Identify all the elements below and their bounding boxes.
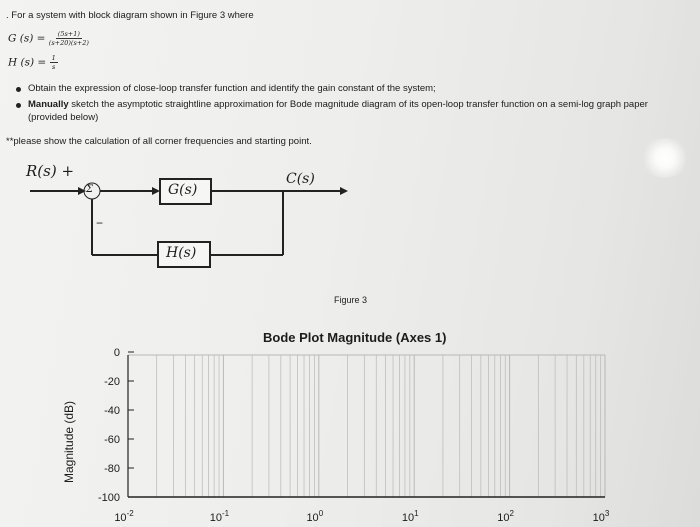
note-text: **please show the calculation of all corner frequencies and starting point.	[6, 136, 312, 147]
bullet-2-continuation: (provided below)	[28, 112, 99, 123]
chart-title: Bode Plot Magnitude (Axes 1)	[263, 330, 447, 345]
bullet-2-text: sketch the asymptotic straightline approximation for Bode magnitude diagram of its open-loop transfer function on a semi-log graph paper	[71, 99, 648, 110]
bullet-1: Obtain the expression of close-loop transfer function and identify the gain constant of the system;	[28, 83, 436, 94]
y-tick-label: -100	[97, 492, 120, 504]
y-tick-label: -40	[104, 405, 120, 417]
g-block-label: G(s)	[168, 182, 198, 198]
h-block-label: H(s)	[166, 245, 197, 261]
g-numerator: (5s+1)	[57, 30, 80, 38]
x-tick-label: $10^1$	[401, 509, 419, 524]
y-tick-label: -60	[104, 434, 120, 446]
h-numerator: 1	[51, 54, 56, 62]
bullet-2-bold: Manually	[28, 99, 69, 110]
y-tick-label: -80	[104, 463, 120, 475]
y-axis-label: Magnitude (dB)	[62, 400, 76, 483]
y-tick-label: -20	[104, 376, 120, 388]
minus-sign: −	[96, 216, 104, 230]
y-tick-label: 0	[113, 347, 120, 359]
h-label: H (s) =	[8, 56, 47, 69]
x-tick-label: $10^{-1}$	[209, 509, 230, 524]
h-denominator: s	[51, 63, 56, 71]
problem-intro: . For a system with block diagram shown in Figure 3 where	[6, 10, 254, 21]
x-tick-label: $10^2$	[497, 509, 514, 524]
grid-lines	[128, 355, 605, 497]
x-tick-label: $10^0$	[306, 509, 324, 524]
x-ticks	[114, 509, 610, 524]
g-label: G (s) =	[8, 32, 46, 45]
output-label: C(s)	[286, 171, 315, 187]
x-tick-label: $10^3$	[592, 509, 610, 524]
x-tick-label: $10^{-2}$	[114, 509, 134, 524]
figure-caption: Figure 3	[334, 295, 368, 305]
input-label: R(s) +	[26, 162, 75, 180]
sum-symbol: Σ	[86, 184, 94, 195]
g-denominator: (s+20)(s+2)	[48, 39, 89, 47]
